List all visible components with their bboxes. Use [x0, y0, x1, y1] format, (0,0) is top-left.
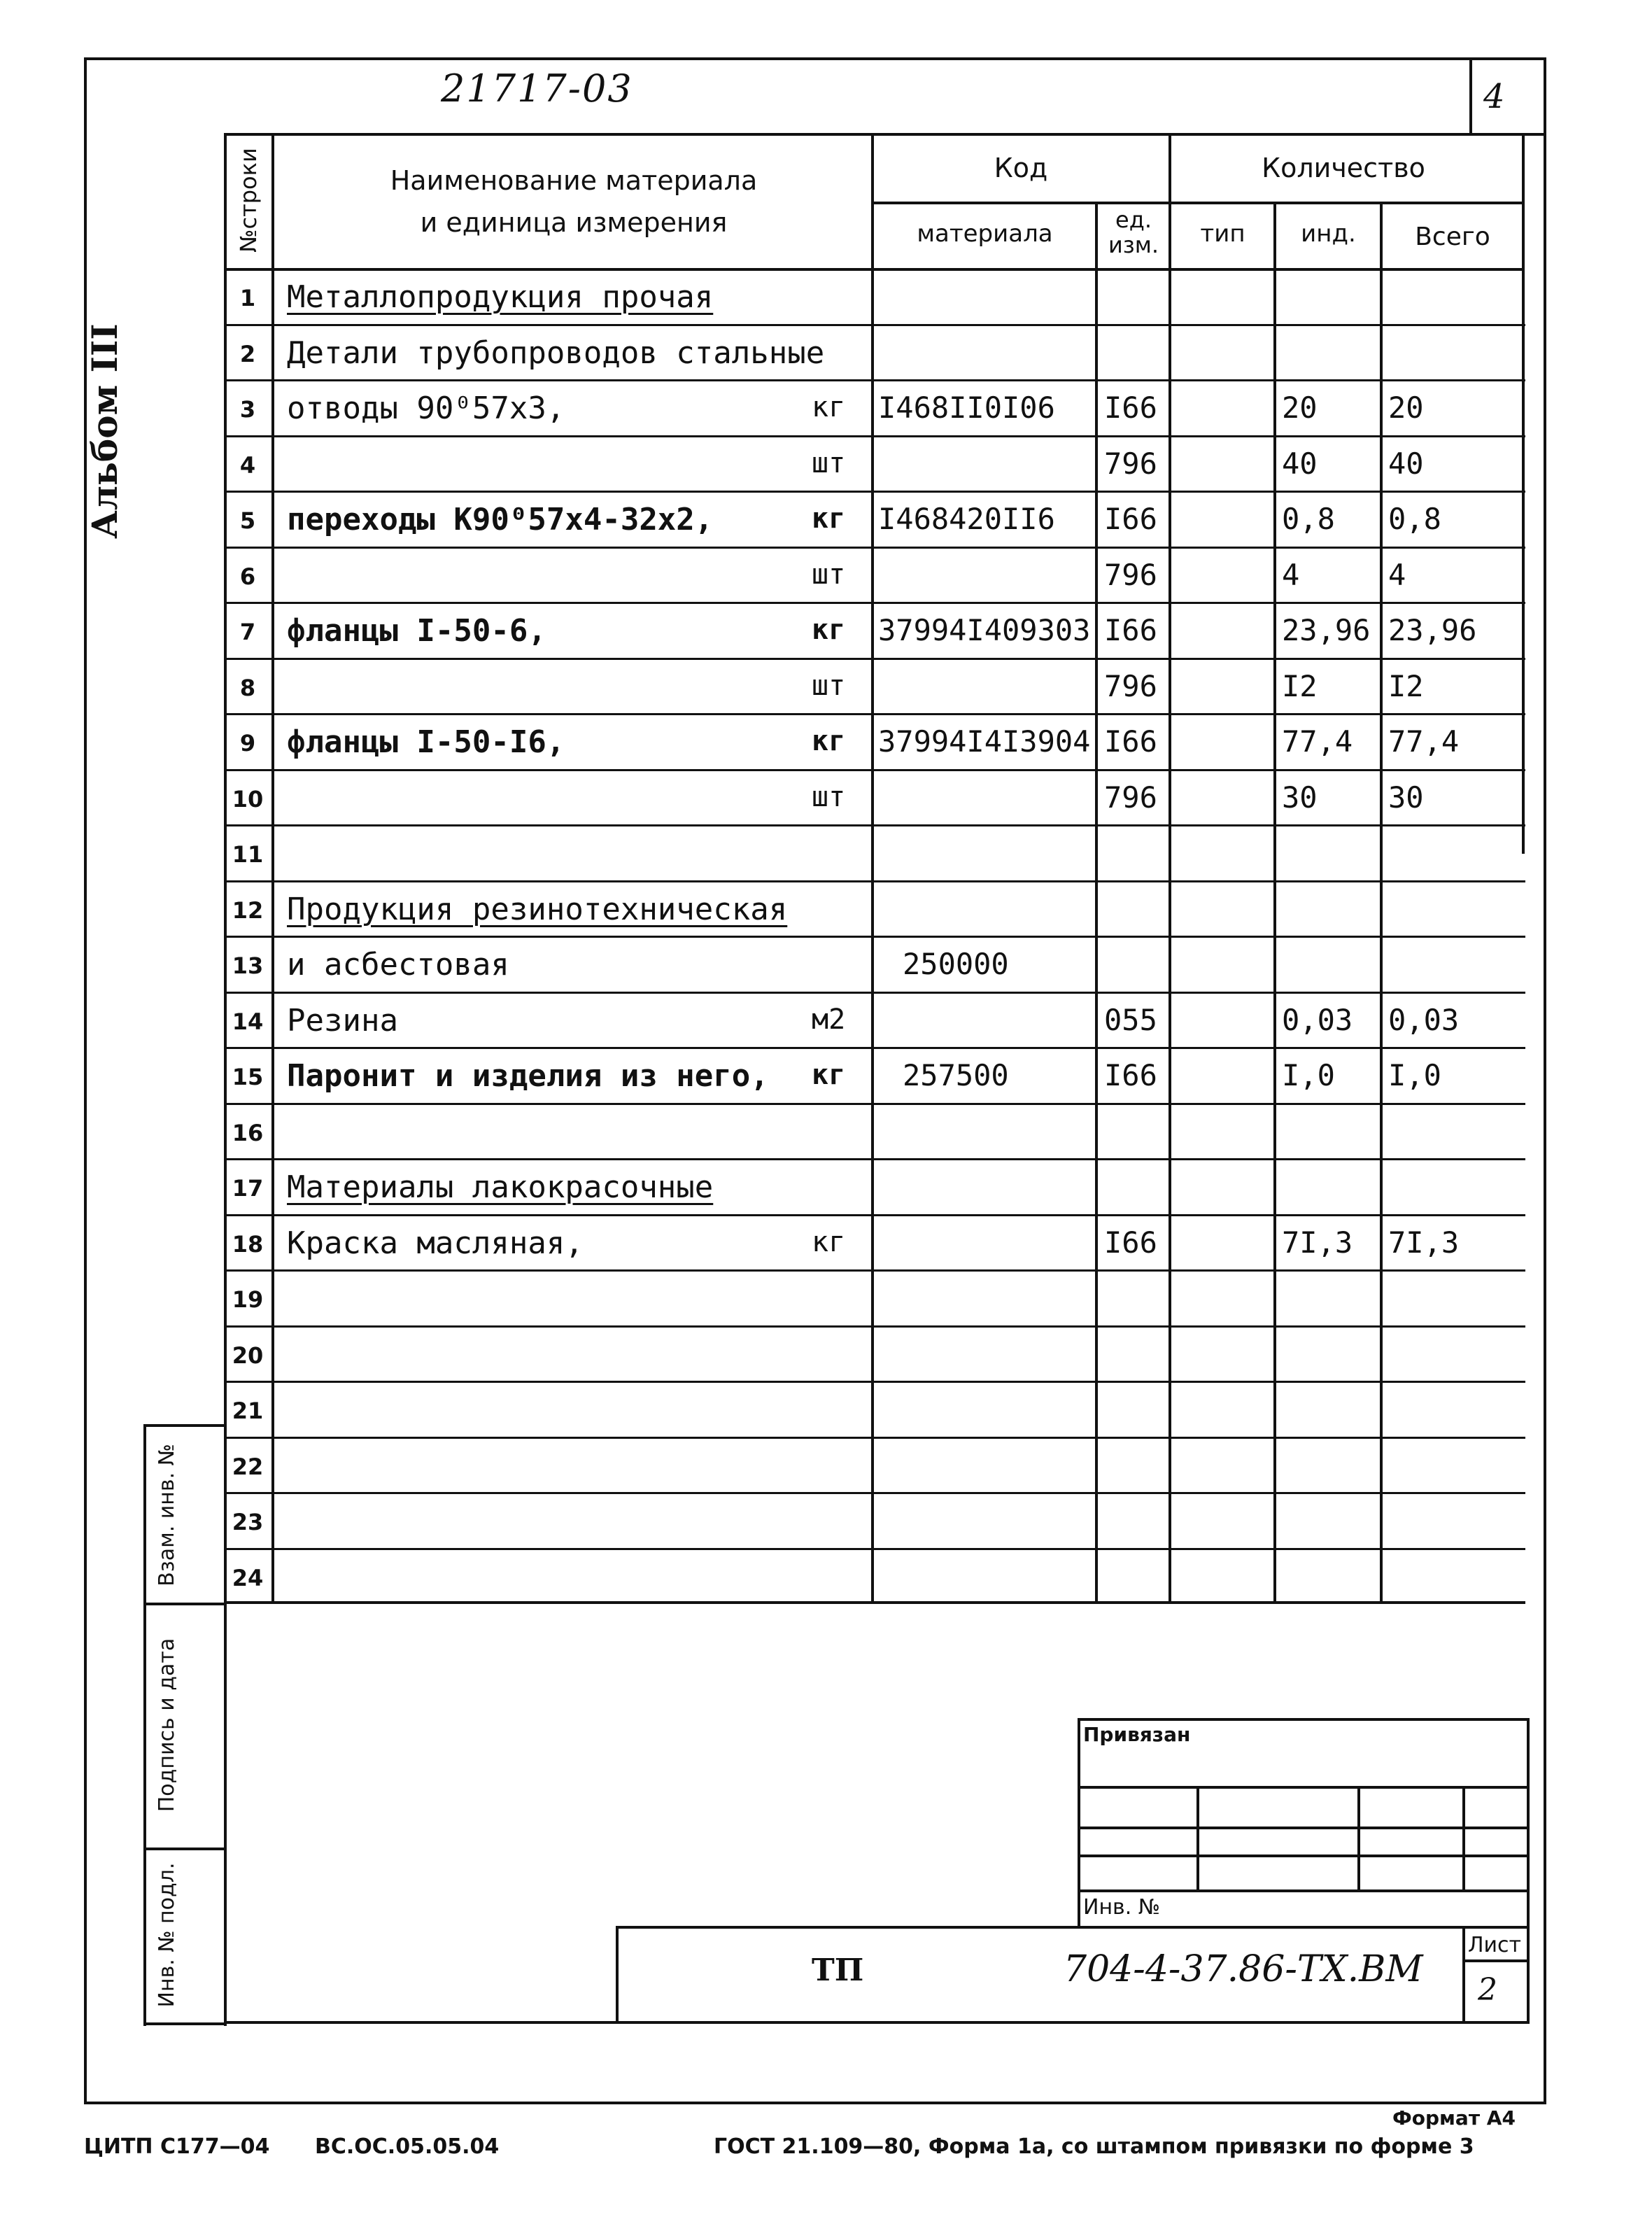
header-total: Всего [1415, 223, 1490, 251]
row-ind: 7I,3 [1282, 1225, 1353, 1260]
row-total: 30 [1388, 780, 1424, 815]
handwritten-number: 21717-03 [441, 66, 633, 111]
stamp-inv-podl: Инв. № подл. [155, 1862, 179, 2008]
privyazan-label: Привязан [1083, 1723, 1191, 1746]
row-name: Краска масляная, [287, 1225, 584, 1261]
row-name: переходы К90⁰57х4-32х2, [287, 502, 714, 537]
row-separator [224, 1437, 1525, 1439]
row-name: Материалы лакокрасочные [287, 1169, 714, 1205]
row-number: 18 [232, 1230, 264, 1258]
row-name: Детали трубопроводов стальные [287, 335, 825, 371]
row-number: 3 [239, 396, 256, 423]
corner-sheet-number: 4 [1483, 77, 1505, 116]
row-number: 17 [232, 1175, 264, 1202]
row-number: 20 [232, 1342, 264, 1369]
row-separator [224, 547, 1525, 549]
row-number: 16 [232, 1119, 264, 1146]
binding-inv-label: Инв. № [1083, 1895, 1161, 1920]
row-ind: 30 [1282, 780, 1318, 815]
row-separator [224, 491, 1525, 493]
header-ind: инд. [1301, 220, 1356, 248]
row-total: 40 [1388, 446, 1424, 481]
header-unit: ед. изм. [1108, 206, 1159, 258]
row-ind: I,0 [1282, 1058, 1335, 1092]
header-material: материала [917, 220, 1053, 248]
row-number: 14 [232, 1008, 264, 1035]
row-unit-code: I66 [1104, 502, 1157, 536]
row-separator [224, 713, 1525, 715]
row-number: 8 [239, 674, 256, 701]
row-separator [224, 992, 1525, 994]
row-number: 6 [239, 563, 256, 590]
row-unit-name: шт [812, 558, 846, 591]
row-unit-name: кг [812, 614, 846, 646]
row-unit-name: шт [812, 446, 846, 479]
row-name: Резина [287, 1002, 398, 1039]
row-material-code: I468II0I06 [878, 390, 1055, 425]
row-unit-code: 796 [1104, 780, 1157, 815]
row-separator [224, 824, 1525, 826]
row-ind: 77,4 [1282, 724, 1353, 759]
row-material-code: 37994I409303 [878, 613, 1091, 647]
row-total: I2 [1388, 668, 1424, 703]
row-material-code: I468420II6 [878, 502, 1055, 536]
row-ind: I2 [1282, 668, 1318, 703]
row-unit-code: 796 [1104, 668, 1157, 703]
row-total: 0,03 [1388, 1002, 1460, 1037]
row-material-code: 257500 [903, 1058, 1009, 1092]
header-type: тип [1200, 220, 1245, 248]
row-name: фланцы I-50-6, [287, 613, 546, 649]
row-separator [224, 1158, 1525, 1160]
footer-left: ЦИТП С177—04 [84, 2134, 270, 2159]
header-name-line1: Наименование материала [390, 165, 758, 196]
row-unit-name: кг [812, 1225, 846, 1258]
row-separator [224, 324, 1525, 326]
row-ind: 20 [1282, 390, 1318, 425]
row-name: Продукция резинотехническая [287, 891, 788, 927]
row-number: 11 [232, 841, 264, 868]
row-unit-code: 796 [1104, 446, 1157, 481]
row-separator [224, 658, 1525, 660]
row-separator [224, 1269, 1525, 1272]
row-number: 1 [239, 285, 256, 311]
row-name: Металлопродукция прочая [287, 279, 714, 315]
row-ind: 40 [1282, 446, 1318, 481]
row-unit-name: шт [812, 669, 846, 702]
row-number: 12 [232, 896, 264, 924]
row-separator [224, 1214, 1525, 1216]
row-separator [224, 602, 1525, 604]
row-unit-code: 796 [1104, 557, 1157, 592]
row-number: 23 [232, 1509, 264, 1535]
footer-right: ГОСТ 21.109—80, Форма 1а, со штампом привязки по форме 3 [714, 2134, 1474, 2159]
row-unit-name: м2 [812, 1003, 846, 1036]
row-number: 22 [232, 1453, 264, 1480]
row-separator [224, 936, 1525, 938]
row-number: 10 [232, 785, 264, 812]
row-total: I,0 [1388, 1058, 1441, 1092]
row-unit-name: кг [812, 391, 846, 423]
title-sheet-label: Лист [1468, 1933, 1522, 1957]
row-name: отводы 90⁰57х3, [287, 390, 565, 426]
footer-format: Формат А4 [1392, 2106, 1516, 2130]
row-total: 0,8 [1388, 502, 1441, 536]
row-unit-code: 055 [1104, 1002, 1157, 1037]
stamp-vzam: Взам. инв. № [155, 1444, 179, 1586]
row-unit-code: I66 [1104, 1058, 1157, 1092]
stamp-podpis: Подпись и дата [155, 1638, 179, 1813]
row-material-code: 250000 [903, 947, 1009, 981]
row-separator [224, 1103, 1525, 1105]
row-material-code: 37994I4I3904 [878, 724, 1091, 759]
footer-mid: ВС.ОС.05.05.04 [315, 2134, 500, 2159]
row-separator [224, 435, 1525, 437]
row-number: 15 [232, 1064, 264, 1090]
header-row-no: №строки [235, 148, 262, 253]
row-unit-name: кг [812, 1059, 846, 1091]
row-ind: 4 [1282, 557, 1300, 592]
row-number: 13 [232, 952, 264, 979]
row-unit-code: I66 [1104, 390, 1157, 425]
row-separator [224, 379, 1525, 381]
row-number: 5 [239, 507, 256, 534]
row-name: фланцы I-50-I6, [287, 724, 565, 760]
row-separator [224, 1047, 1525, 1049]
row-total: 20 [1388, 390, 1424, 425]
row-number: 19 [232, 1286, 264, 1313]
row-ind: 0,03 [1282, 1002, 1353, 1037]
row-name: и асбестовая [287, 947, 509, 983]
row-number: 7 [239, 619, 256, 645]
album-label: Альбом III [84, 323, 125, 539]
title-tp: ТП [812, 1952, 864, 1988]
title-doc-code: 704-4-37.86-ТХ.ВМ [1064, 1948, 1423, 1990]
row-total: 23,96 [1388, 613, 1477, 647]
row-number: 24 [232, 1564, 264, 1591]
row-number: 4 [239, 451, 256, 479]
row-unit-name: шт [812, 780, 846, 813]
corner-box-divider [1469, 57, 1472, 134]
row-unit-name: кг [812, 725, 846, 757]
row-separator [224, 1548, 1525, 1550]
row-name: Паронит и изделия из него, [287, 1058, 769, 1094]
row-ind: 0,8 [1282, 502, 1335, 536]
row-total: 77,4 [1388, 724, 1460, 759]
row-ind: 23,96 [1282, 613, 1371, 647]
row-unit-name: кг [812, 502, 846, 535]
row-number: 2 [239, 340, 256, 367]
row-total: 4 [1388, 557, 1406, 592]
header-quantity: Количество [1262, 153, 1425, 183]
row-separator [224, 880, 1525, 882]
title-sheet-number: 2 [1478, 1972, 1497, 2008]
row-separator [224, 1492, 1525, 1494]
row-separator [224, 769, 1525, 771]
header-code: Код [994, 153, 1048, 183]
row-separator [224, 1325, 1525, 1328]
header-name-line2: и единица измерения [420, 207, 728, 238]
row-total: 7I,3 [1388, 1225, 1460, 1260]
row-number: 9 [239, 730, 256, 756]
row-number: 21 [232, 1398, 264, 1424]
row-unit-code: I66 [1104, 1225, 1157, 1260]
row-unit-code: I66 [1104, 724, 1157, 759]
row-unit-code: I66 [1104, 613, 1157, 647]
row-separator [224, 1381, 1525, 1383]
